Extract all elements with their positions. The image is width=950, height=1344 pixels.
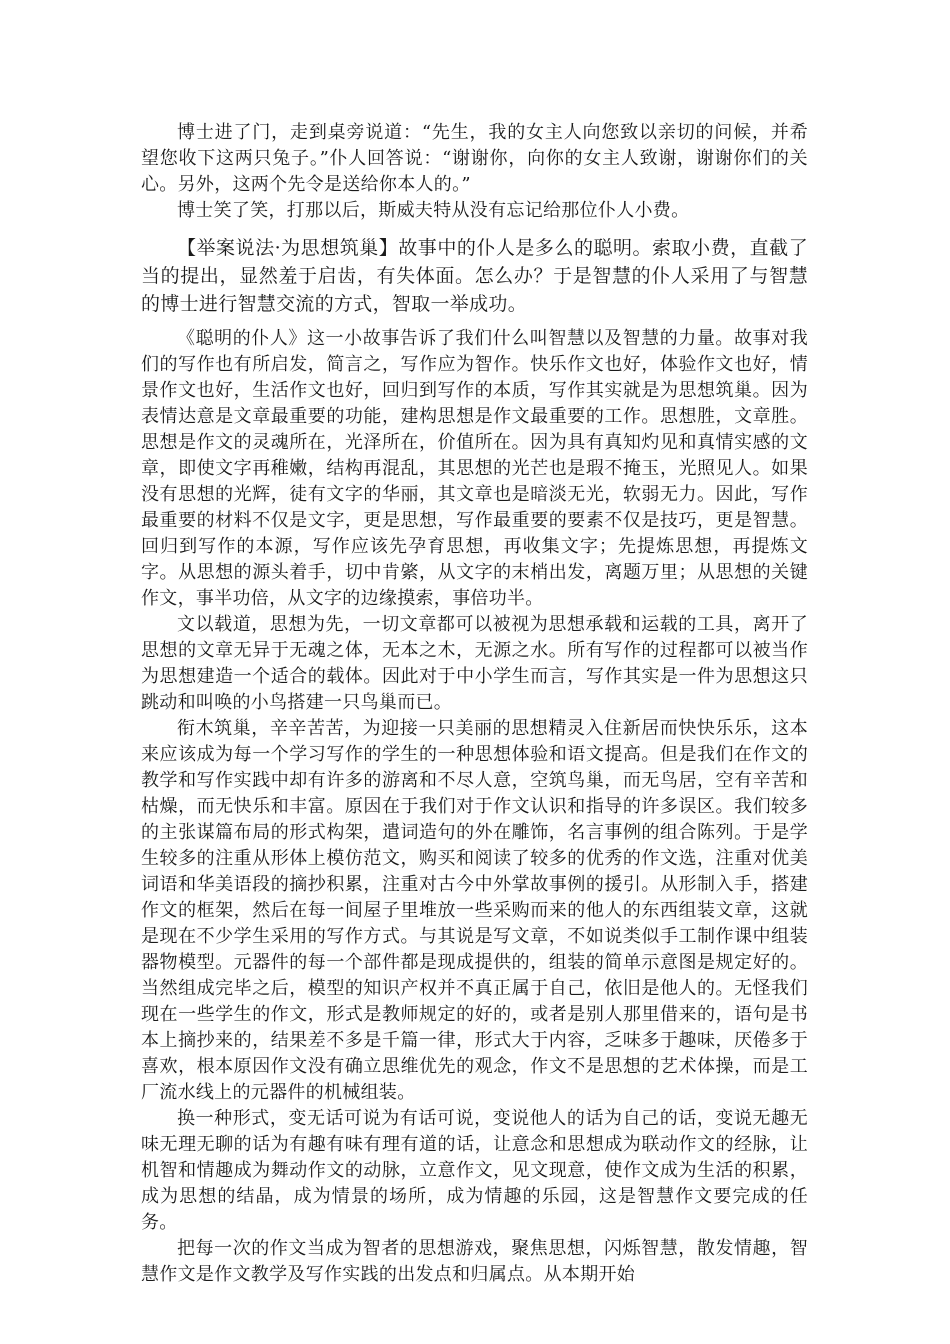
paragraph-doctor-smiled: 博士笑了笑，打那以后，斯威夫特从没有忘记给那位仆人小费。: [177, 200, 690, 221]
paragraph-wisdom-writing: 把每一次的作文当成为智者的思想游戏，聚焦思想，闪烁智慧，散发情趣，智慧作文是作文教学及写作实践的出发点和归属点。从本期开始: [141, 1238, 808, 1285]
paragraph-building-nest: 衔木筑巢，辛辛苦苦，为迎接一只美丽的思想精灵入住新居而快快乐乐，这本来应该成为每一个学习写作的学生的一种思想体验和语文提高。但是我们在作文的教学和写作实践中却有许多的游离和不尽人意，空筑鸟巢，而无鸟居，空有辛苦和枯燥，而无快乐和丰富。原因在于我们对于作文认识和指导的许多误区。我们较多的主张谋篇布局的形式构架，遣词造句的外在雕饰，名言事例的组合陈列。于是学生较多的注重从形体上模仿范文，购买和阅读了较多的优秀的作文选，注重对优美词语和华美语段的摘抄积累，注重对古今中外掌故事例的援引。从形制入手，搭建作文的框架，然后在每一间屋子里堆放一些采购而来的他人的东西组装文章，这就是现在不少学生采用的写作方式。与其说是写文章，不如说类似手工制作课中组装器物模型。元器件的每一个部件都是现成提供的，组装的简单示意图是规定好的。当然组成完毕之后，模型的知识产权并不真正属于自己，依旧是他人的。无怪我们现在一些学生的作文，形式是教师规定的好的，或者是别人那里借来的，语句是书本上摘抄来的，结果差不多是千篇一律，形式大于内容，乏味多于趣味，厌倦多于喜欢，根本原因作文没有确立思维优先的观念，作文不是思想的艺术体操，而是工厂流水线上的元器件的机械组装。: [141, 718, 808, 1103]
paragraph-new-form: 换一种形式，变无话可说为有话可说，变说他人的话为自己的话，变说无趣无味无理无聊的话为有趣有味有理有道的话，让意念和思想成为联动作文的经脉，让机智和情趣成为舞动作文的动脉，立意作文，见文现意，使作文成为生活的积累，成为思想的结晶，成为情景的场所，成为情趣的乐园，这是智慧作文要完成的任务。: [141, 1108, 808, 1233]
paragraph-wen-yi-zai-dao: 文以载道，思想为先，一切文章都可以被视为思想承载和运载的工具，离开了思想的文章无异于无魂之体，无本之木，无源之水。所有写作的过程都可以被当作为思想建造一个适合的载体。因此对于中小学生而言，写作其实是一件为思想这只跳动和叫唤的小鸟搭建一只鸟巢而已。: [141, 614, 808, 713]
document-page: [141, 120, 808, 1288]
paragraph-dialogue: 博士进了门，走到桌旁说道：“先生，我的女主人向您致以亲切的问候，并希望您收下这两只兔子。”仆人回答说：“谢谢你，向你的女主人致谢，谢谢你们的关心。另外，这两个先令是送给你本人的。”: [141, 122, 808, 195]
paragraph-case-analysis: 【举案说法·为思想筑巢】故事中的仆人是多么的聪明。索取小费，直截了当的提出，显然羞于启齿，有失体面。怎么办？于是智慧的仆人采用了与智慧的博士进行智慧交流的方式，智取一举成功。: [141, 237, 808, 315]
paragraph-clever-servant: 《聪明的仆人》这一小故事告诉了我们什么叫智慧以及智慧的力量。故事对我们的写作也有所启发，简言之，写作应为智作。快乐作文也好，体验作文也好，情景作文也好，生活作文也好，回归到写作的本质，写作其实就是为思想筑巢。因为表情达意是文章最重要的功能，建构思想是作文最重要的工作。思想胜，文章胜。思想是作文的灵魂所在，光泽所在，价值所在。因为具有真知灼见和真情实感的文章，即使文字再稚嫩，结构再混乱，其思想的光芒也是瑕不掩玉，光照见人。如果没有思想的光辉，徒有文字的华丽，其文章也是暗淡无光，软弱无力。因此，写作最重要的材料不仅是文字，更是思想，写作最重要的要素不仅是技巧，更是智慧。回归到写作的本源，写作应该先孕育思想，再收集文字；先提炼思想，再提炼文字。从思想的源头着手，切中肯綮，从文字的末梢出发，离题万里；从思想的关键作文，事半功倍，从文字的边缘摸索，事倍功半。: [141, 328, 808, 609]
